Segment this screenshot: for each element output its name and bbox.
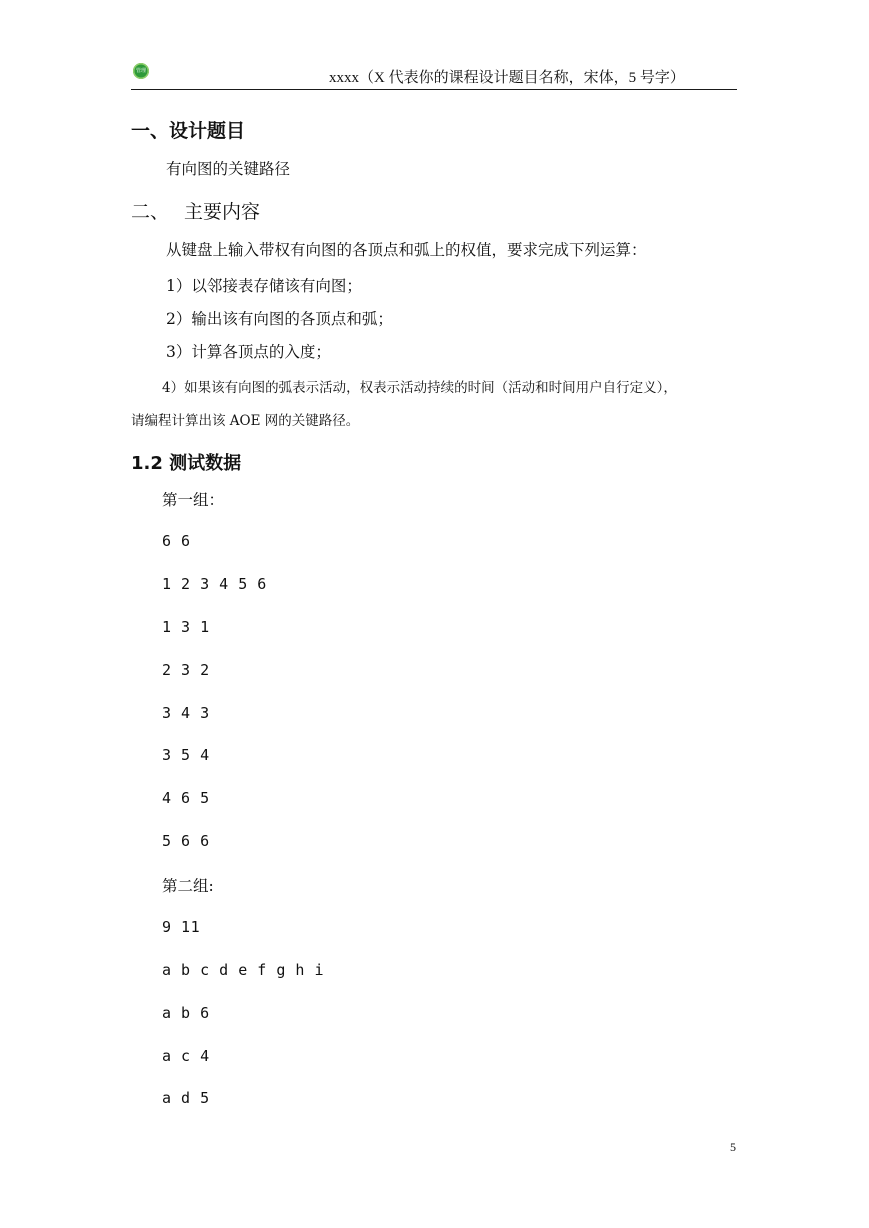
main-content-item-continuation: 请编程计算出该 AOE 网的关键路径。 [131,413,360,429]
data-line: 2 3 2 [162,661,210,679]
header-title: xxxx（X 代表你的课程设计题目名称，宋体，5 号字） [329,70,685,86]
page-number: 5 [730,1140,736,1154]
main-content-item: 2）输出该有向图的各顶点和弧； [166,310,393,328]
main-content-item: 1）以邻接表存储该有向图； [166,277,362,295]
data-line: 3 5 4 [162,746,210,764]
design-topic-text: 有向图的关键路径 [166,160,291,178]
data-line: 1 3 1 [162,618,210,636]
logo-icon [133,63,149,79]
data-line: 9 11 [162,918,201,936]
group-label: 第二组: [162,877,214,895]
main-content-intro: 从键盘上输入带权有向图的各顶点和弧上的权值，要求完成下列运算： [166,241,647,259]
main-content-item: 4）如果该有向图的弧表示活动，权表示活动持续的时间（活动和时间用户自行定义）， [162,380,677,396]
data-line: 4 6 5 [162,789,210,807]
data-line: a d 5 [162,1089,210,1107]
data-line: a b c d e f g h i [162,961,325,979]
group-label: 第一组： [162,491,225,509]
page-header [131,62,737,90]
data-line: 5 6 6 [162,832,210,850]
data-line: a c 4 [162,1047,210,1065]
section-heading-design-topic: 一、设计题目 [131,120,246,142]
main-content-item: 3）计算各顶点的入度； [166,343,331,361]
data-line: 1 2 3 4 5 6 [162,575,267,593]
data-line: a b 6 [162,1004,210,1022]
logo-text: 管理 [135,67,146,74]
data-line: 6 6 [162,532,191,550]
section-heading-main-content: 主要内容 [184,201,261,223]
section-number-main-content: 二、 [131,201,170,223]
data-line: 3 4 3 [162,704,210,722]
section-heading-test-data: 1.2 测试数据 [131,453,242,474]
